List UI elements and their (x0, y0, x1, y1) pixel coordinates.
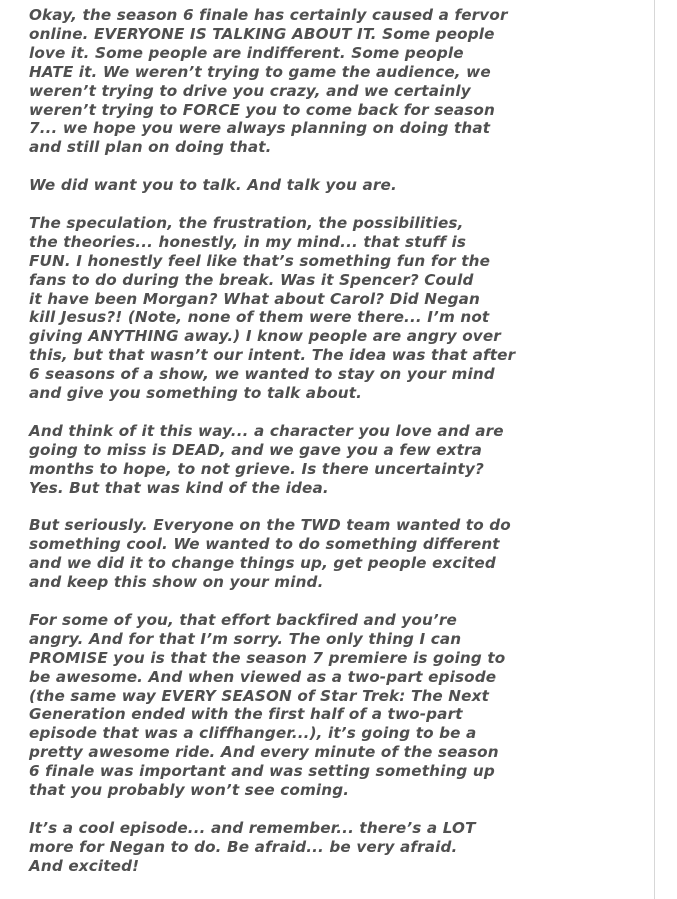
text-line: 7... we hope you were always planning on doing that (29, 119, 491, 138)
text-line: more for Negan to do. Be afraid... be very afraid. (29, 837, 458, 856)
paragraph-5 (29, 516, 644, 592)
text-line: Yes. But that was kind of the idea. (29, 478, 329, 497)
text-line: FUN. I honestly feel like that’s something fun for the (29, 251, 491, 270)
text-line: angry. And for that I’m sorry. The only thing I can (29, 629, 462, 648)
text-line: But seriously. Everyone on the TWD team wanted to do (29, 516, 511, 535)
text-line: love it. Some people are indifferent. Some people (29, 43, 464, 62)
text-line: HATE it. We weren’t trying to game the audience, we (29, 62, 491, 81)
text-line: episode that was a cliffhanger...), it’s going to be a (29, 724, 477, 743)
text-line: online. EVERYONE IS TALKING ABOUT IT. Some people (29, 24, 495, 43)
paragraph-4 (29, 422, 644, 498)
text-line: be awesome. And when viewed as a two-part episode (29, 667, 497, 686)
text-line: weren’t trying to FORCE you to come back for season (29, 100, 495, 119)
text-line: 6 seasons of a show, we wanted to stay on your mind (29, 365, 495, 384)
text-line: fans to do during the break. Was it Spencer? Could (29, 270, 474, 289)
text-line: 6 finale was important and was setting something up (29, 762, 495, 781)
paragraph-3 (29, 214, 644, 403)
text-line: It’s a cool episode... and remember... there’s a LOT (29, 818, 476, 837)
text-line: and give you something to talk about. (29, 384, 363, 403)
text-line: And excited! (29, 856, 140, 875)
text-line: and we did it to change things up, get people excited (29, 554, 496, 573)
text-line: and keep this show on your mind. (29, 573, 324, 592)
text-line: months to hope, to not grieve. Is there uncertainty? (29, 459, 484, 478)
text-line: For some of you, that effort backfired and you’re (29, 610, 457, 629)
text-line: this, but that wasn’t our intent. The idea was that after (29, 346, 516, 365)
text-line: The speculation, the frustration, the possibilities, (29, 213, 464, 232)
paragraph-7 (29, 819, 644, 876)
text-line: and still plan on doing that. (29, 138, 272, 157)
text-line: something cool. We wanted to do something different (29, 535, 500, 554)
text-line: pretty awesome ride. And every minute of the season (29, 743, 499, 762)
paragraph-1 (29, 6, 644, 157)
text-line: going to miss is DEAD, and we gave you a few extra (29, 440, 483, 459)
text-line: giving ANYTHING away.) I know people are angry over (29, 327, 501, 346)
text-line: that you probably won’t see coming. (29, 781, 350, 800)
paragraph-2 (29, 176, 644, 195)
paragraph-6 (29, 611, 644, 800)
letter-body (29, 6, 644, 876)
text-line: Okay, the season 6 finale has certainly caused a fervor (29, 6, 508, 24)
text-line: kill Jesus?! (Note, none of them were there... I’m not (29, 308, 490, 327)
text-line: PROMISE you is that the season 7 premiere is going to (29, 648, 506, 667)
text-line: weren’t trying to drive you crazy, and we certainly (29, 81, 471, 100)
text-line: And think of it this way... a character you love and are (29, 421, 504, 440)
text-line: it have been Morgan? What about Carol? Did Negan (29, 289, 480, 308)
text-line: Generation ended with the first half of a two-part (29, 705, 463, 724)
text-line: We did want you to talk. And talk you are. (29, 176, 397, 195)
text-line: (the same way EVERY SEASON of Star Trek: The Next (29, 686, 489, 705)
text-line: the theories... honestly, in my mind... that stuff is (29, 232, 467, 251)
scroll-rail[interactable] (654, 0, 655, 899)
